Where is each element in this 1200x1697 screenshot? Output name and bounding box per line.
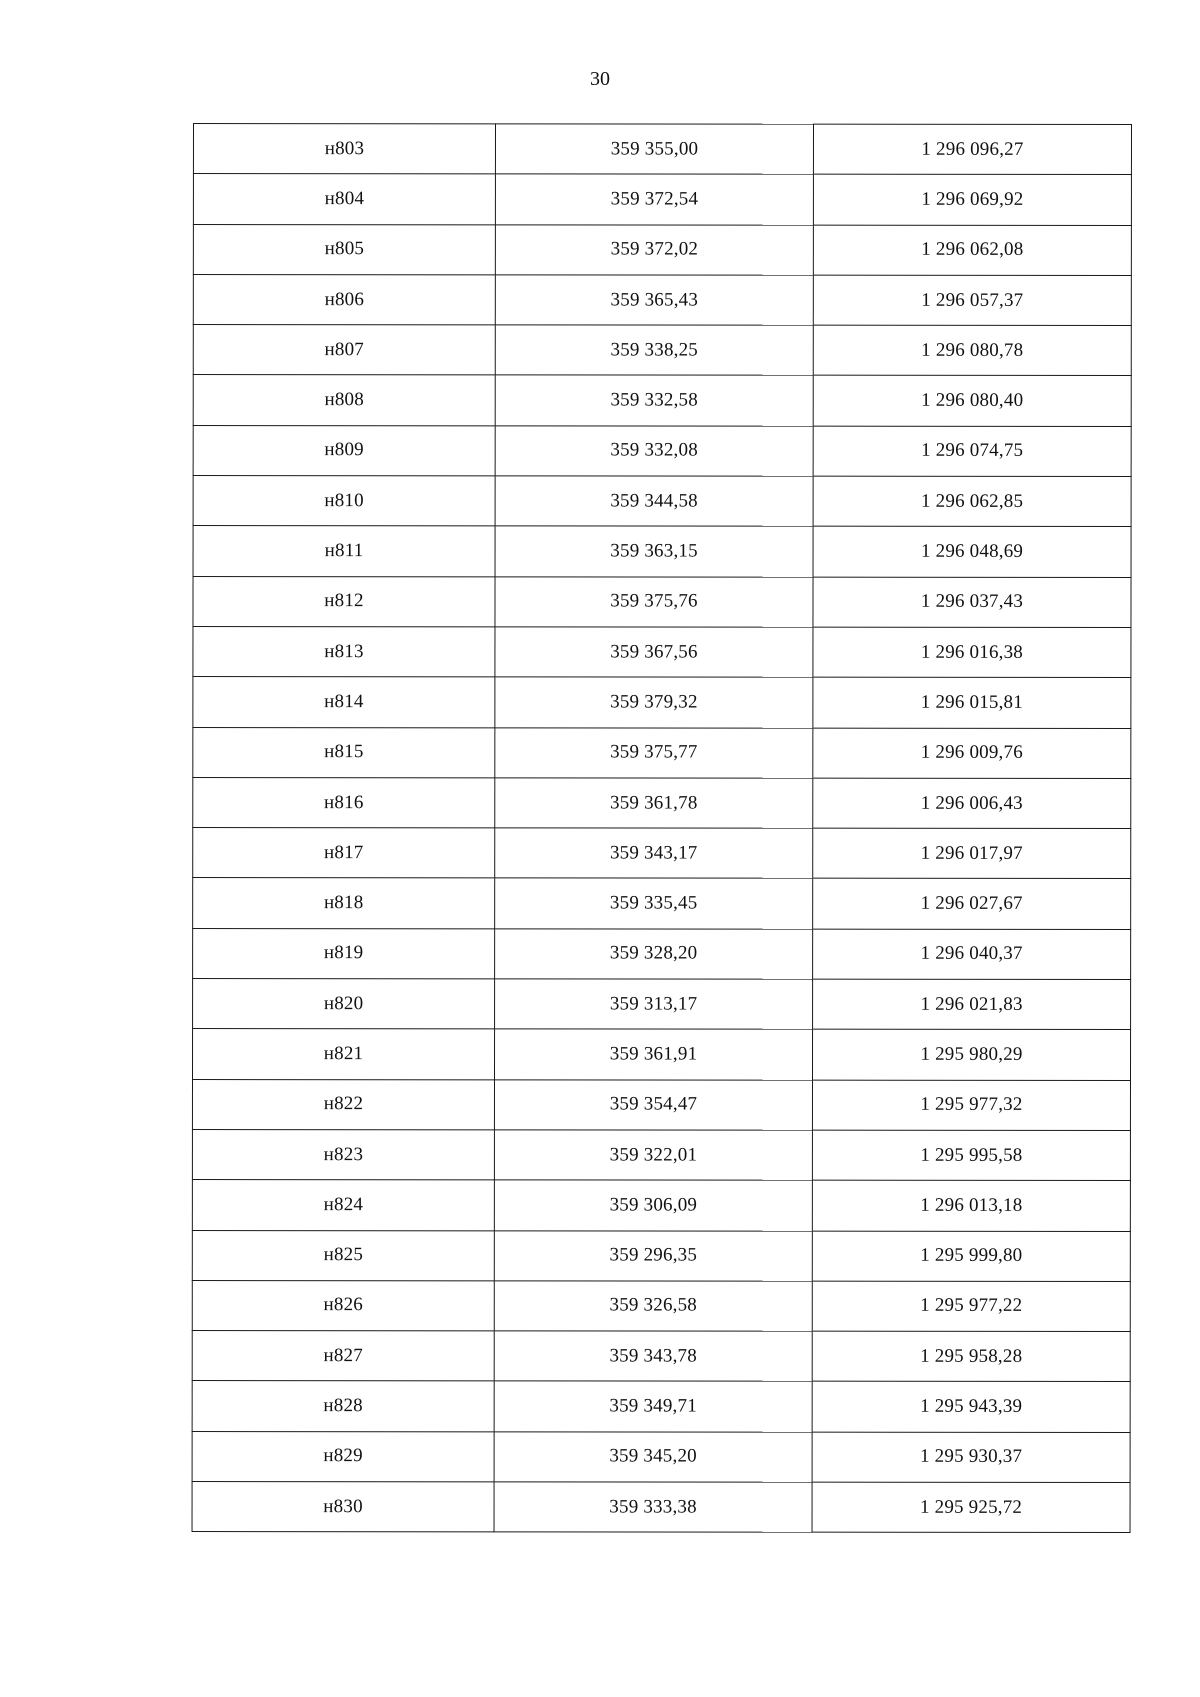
x-coordinate-cell: 359 363,15 xyxy=(495,526,813,577)
point-id-cell: н818 xyxy=(193,878,495,929)
y-coordinate-cell: 1 296 027,67 xyxy=(813,879,1131,930)
x-coordinate-cell: 359 296,35 xyxy=(494,1230,812,1281)
table-row xyxy=(193,375,1131,426)
x-coordinate-cell: 359 343,17 xyxy=(495,828,813,879)
table-row xyxy=(192,1230,1130,1281)
table-row xyxy=(193,677,1131,728)
point-id-cell: н805 xyxy=(193,224,495,275)
x-coordinate-cell: 359 345,20 xyxy=(494,1432,812,1483)
y-coordinate-cell: 1 296 009,76 xyxy=(813,728,1131,779)
x-coordinate-cell: 359 328,20 xyxy=(495,929,813,980)
table-row xyxy=(193,526,1131,577)
y-coordinate-cell: 1 296 074,75 xyxy=(813,426,1131,477)
y-coordinate-cell: 1 296 069,92 xyxy=(813,174,1131,225)
x-coordinate-cell: 359 354,47 xyxy=(494,1079,812,1130)
x-coordinate-cell: 359 375,77 xyxy=(495,727,813,778)
x-coordinate-cell: 359 306,09 xyxy=(494,1180,812,1231)
x-coordinate-cell: 359 355,00 xyxy=(495,124,813,175)
table-row xyxy=(192,1381,1130,1432)
y-coordinate-cell: 1 295 977,22 xyxy=(812,1281,1130,1332)
x-coordinate-cell: 359 379,32 xyxy=(495,677,813,728)
table-row xyxy=(193,777,1131,828)
x-coordinate-cell: 359 313,17 xyxy=(495,979,813,1030)
point-id-cell: н815 xyxy=(193,727,495,778)
table-row xyxy=(193,979,1131,1030)
y-coordinate-cell: 1 296 057,37 xyxy=(813,275,1131,326)
y-coordinate-cell: 1 295 930,37 xyxy=(812,1432,1130,1483)
y-coordinate-cell: 1 296 021,83 xyxy=(813,979,1131,1030)
table-row xyxy=(192,1431,1130,1482)
point-id-cell: н821 xyxy=(192,1029,494,1080)
x-coordinate-cell: 359 365,43 xyxy=(495,275,813,326)
point-id-cell: н812 xyxy=(193,576,495,627)
y-coordinate-cell: 1 296 040,37 xyxy=(813,929,1131,980)
point-id-cell: н803 xyxy=(193,124,495,175)
page-number: 30 xyxy=(590,68,610,90)
y-coordinate-cell: 1 296 015,81 xyxy=(813,677,1131,728)
point-id-cell: н824 xyxy=(192,1180,494,1231)
point-id-cell: н826 xyxy=(192,1280,494,1331)
x-coordinate-cell: 359 338,25 xyxy=(495,325,813,376)
x-coordinate-cell: 359 375,76 xyxy=(495,576,813,627)
point-id-cell: н810 xyxy=(193,476,495,527)
y-coordinate-cell: 1 296 006,43 xyxy=(813,778,1131,829)
x-coordinate-cell: 359 349,71 xyxy=(494,1381,812,1432)
y-coordinate-cell: 1 296 013,18 xyxy=(812,1180,1130,1231)
table-row xyxy=(192,1482,1130,1533)
point-id-cell: н807 xyxy=(193,325,495,376)
point-id-cell: н817 xyxy=(193,828,495,879)
y-coordinate-cell: 1 296 096,27 xyxy=(813,124,1131,175)
table-row xyxy=(193,828,1131,879)
x-coordinate-cell: 359 343,78 xyxy=(494,1331,812,1382)
y-coordinate-cell: 1 296 080,78 xyxy=(813,325,1131,376)
point-id-cell: н825 xyxy=(192,1230,494,1281)
x-coordinate-cell: 359 333,38 xyxy=(494,1482,812,1533)
point-id-cell: н828 xyxy=(192,1381,494,1432)
y-coordinate-cell: 1 295 977,32 xyxy=(812,1080,1130,1131)
table-row xyxy=(192,1029,1130,1080)
table-row xyxy=(192,1129,1130,1180)
y-coordinate-cell: 1 295 980,29 xyxy=(812,1029,1130,1080)
y-coordinate-cell: 1 295 925,72 xyxy=(812,1482,1130,1533)
table-row xyxy=(193,576,1131,627)
y-coordinate-cell: 1 296 062,08 xyxy=(813,225,1131,276)
point-id-cell: н829 xyxy=(192,1431,494,1482)
x-coordinate-cell: 359 326,58 xyxy=(494,1281,812,1332)
y-coordinate-cell: 1 296 062,85 xyxy=(813,476,1131,527)
table-row xyxy=(193,727,1131,778)
y-coordinate-cell: 1 296 037,43 xyxy=(813,577,1131,628)
point-id-cell: н813 xyxy=(193,626,495,677)
table-row xyxy=(193,124,1131,175)
point-id-cell: н808 xyxy=(193,375,495,426)
table-row xyxy=(193,174,1131,225)
x-coordinate-cell: 359 332,58 xyxy=(495,375,813,426)
y-coordinate-cell: 1 295 995,58 xyxy=(812,1130,1130,1181)
y-coordinate-cell: 1 296 017,97 xyxy=(813,828,1131,879)
table-row xyxy=(192,1180,1130,1231)
y-coordinate-cell: 1 296 016,38 xyxy=(813,627,1131,678)
table-row xyxy=(193,476,1131,527)
y-coordinate-cell: 1 295 943,39 xyxy=(812,1382,1130,1433)
table-row xyxy=(192,1079,1130,1130)
table-row xyxy=(193,425,1131,476)
table-row xyxy=(192,1280,1130,1331)
point-id-cell: н811 xyxy=(193,526,495,577)
x-coordinate-cell: 359 372,54 xyxy=(495,174,813,225)
y-coordinate-cell: 1 296 048,69 xyxy=(813,527,1131,578)
table-row xyxy=(193,224,1131,275)
point-id-cell: н814 xyxy=(193,677,495,728)
table-row xyxy=(193,878,1131,929)
table-row xyxy=(192,1331,1130,1382)
y-coordinate-cell: 1 295 999,80 xyxy=(812,1231,1130,1282)
point-id-cell: н827 xyxy=(192,1331,494,1382)
x-coordinate-cell: 359 332,08 xyxy=(495,426,813,477)
x-coordinate-cell: 359 344,58 xyxy=(495,476,813,527)
point-id-cell: н820 xyxy=(193,979,495,1030)
x-coordinate-cell: 359 361,91 xyxy=(494,1029,812,1080)
x-coordinate-cell: 359 361,78 xyxy=(495,778,813,829)
point-id-cell: н809 xyxy=(193,425,495,476)
x-coordinate-cell: 359 367,56 xyxy=(495,627,813,678)
y-coordinate-cell: 1 296 080,40 xyxy=(813,376,1131,427)
x-coordinate-cell: 359 322,01 xyxy=(494,1130,812,1181)
x-coordinate-cell: 359 372,02 xyxy=(495,224,813,275)
point-id-cell: н823 xyxy=(192,1129,494,1180)
point-id-cell: н830 xyxy=(192,1482,494,1533)
x-coordinate-cell: 359 335,45 xyxy=(495,878,813,929)
point-id-cell: н806 xyxy=(193,274,495,325)
point-id-cell: н804 xyxy=(193,174,495,225)
coordinates-table xyxy=(192,123,1132,1533)
point-id-cell: н819 xyxy=(193,928,495,979)
coordinates-table-body xyxy=(192,124,1131,1533)
point-id-cell: н816 xyxy=(193,777,495,828)
table-row xyxy=(193,274,1131,325)
table-row xyxy=(193,325,1131,376)
y-coordinate-cell: 1 295 958,28 xyxy=(812,1331,1130,1382)
point-id-cell: н822 xyxy=(192,1079,494,1130)
table-row xyxy=(193,928,1131,979)
table-row xyxy=(193,626,1131,677)
